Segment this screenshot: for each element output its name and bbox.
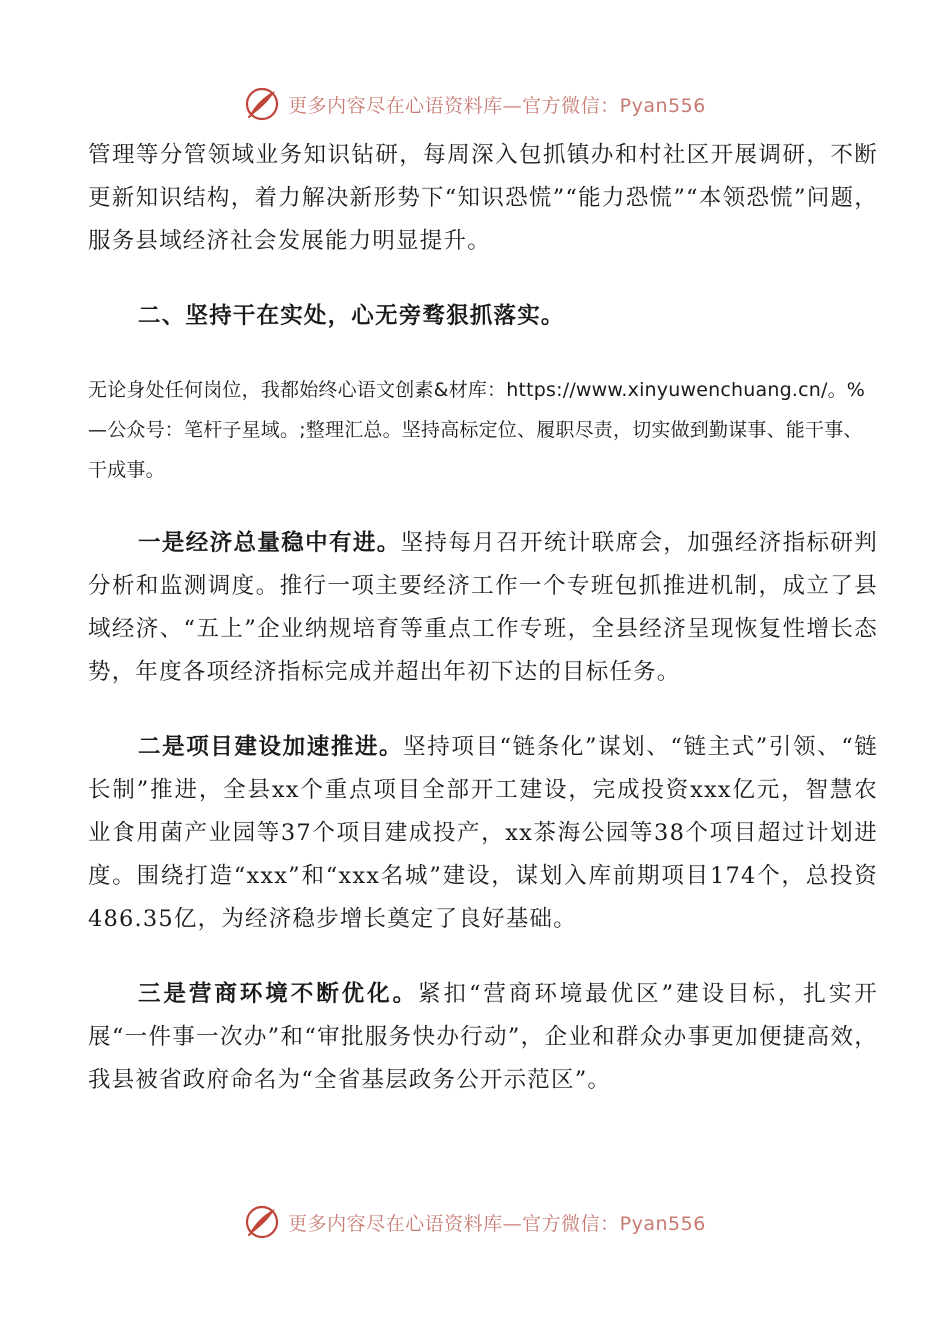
watermark-wechat-id: Pyan556	[619, 94, 706, 117]
quill-logo-icon	[244, 86, 280, 122]
document-body	[88, 134, 878, 1102]
paragraph-economy-lead: 一是经济总量稳中有进。	[138, 530, 401, 556]
watermark-wechat-id: Pyan556	[619, 1212, 706, 1235]
paragraph-economy	[88, 522, 878, 694]
paragraph-projects-text: 坚持项目“链条化”谋划、“链主式”引领、“链长制”推进，全县xx个重点项目全部开工建设，完成投资xxx亿元，智慧农业食用菌产业园等37个项目建成投产，xx茶海公园等38个项目超过计划进度。围绕打造“xxx”和“xxx名城”建设，谋划入库前期项目174个，总投资486.35亿，为经济稳步增长奠定了良好基础。	[88, 734, 879, 932]
watermark-text: 更多内容尽在心语资料库—官方微信：Pyan556	[288, 94, 706, 117]
paragraph-business-env-text: 紧扣“营商环境最优区”建设目标，扎实开展“一件事一次办”和“审批服务快办行动”，企业和群众办事更加便捷高效，我县被省政府命名为“全省基层政务公开示范区”。	[88, 981, 878, 1093]
watermark-text: 更多内容尽在心语资料库—官方微信：Pyan556	[288, 1212, 706, 1235]
section-heading-2: 二、坚持干在实处，心无旁骛狠抓落实。	[138, 303, 565, 329]
footer-watermark	[0, 1204, 950, 1240]
quill-logo-icon	[244, 1204, 280, 1240]
paragraph-economy-text: 坚持每月召开统计联席会，加强经济指标研判分析和监测调度。推行一项主要经济工作一个专班包抓推进机制，成立了县域经济、“五上”企业纳规培育等重点工作专班，全县经济呈现恢复性增长态势，年度各项经济指标完成并超出年初下达的目标任务。	[88, 530, 878, 685]
header-watermark	[0, 86, 950, 122]
paragraph-projects-lead: 二是项目建设加速推进。	[138, 734, 404, 760]
paragraph-knowledge: 管理等分管领域业务知识钻研，每周深入包抓镇办和村社区开展调研，不断更新知识结构，着力解决新形势下“知识恐慌”“能力恐慌”“本领恐慌”问题，服务县域经济社会发展能力明显提升。	[88, 142, 878, 254]
paragraph-business-env	[88, 973, 878, 1102]
paragraph-intro: 无论身处任何岗位，我都始终心语文创素&材库：https://www.xinyuwenchuang.cn/。%—公众号：笔杆子星域。;整理汇总。坚持高标定位、履职尽责，切实做到勤谋事、能干事、干成事。	[88, 379, 866, 481]
paragraph-business-env-lead: 三是营商环境不断优化。	[138, 981, 419, 1007]
paragraph-projects	[88, 726, 878, 941]
